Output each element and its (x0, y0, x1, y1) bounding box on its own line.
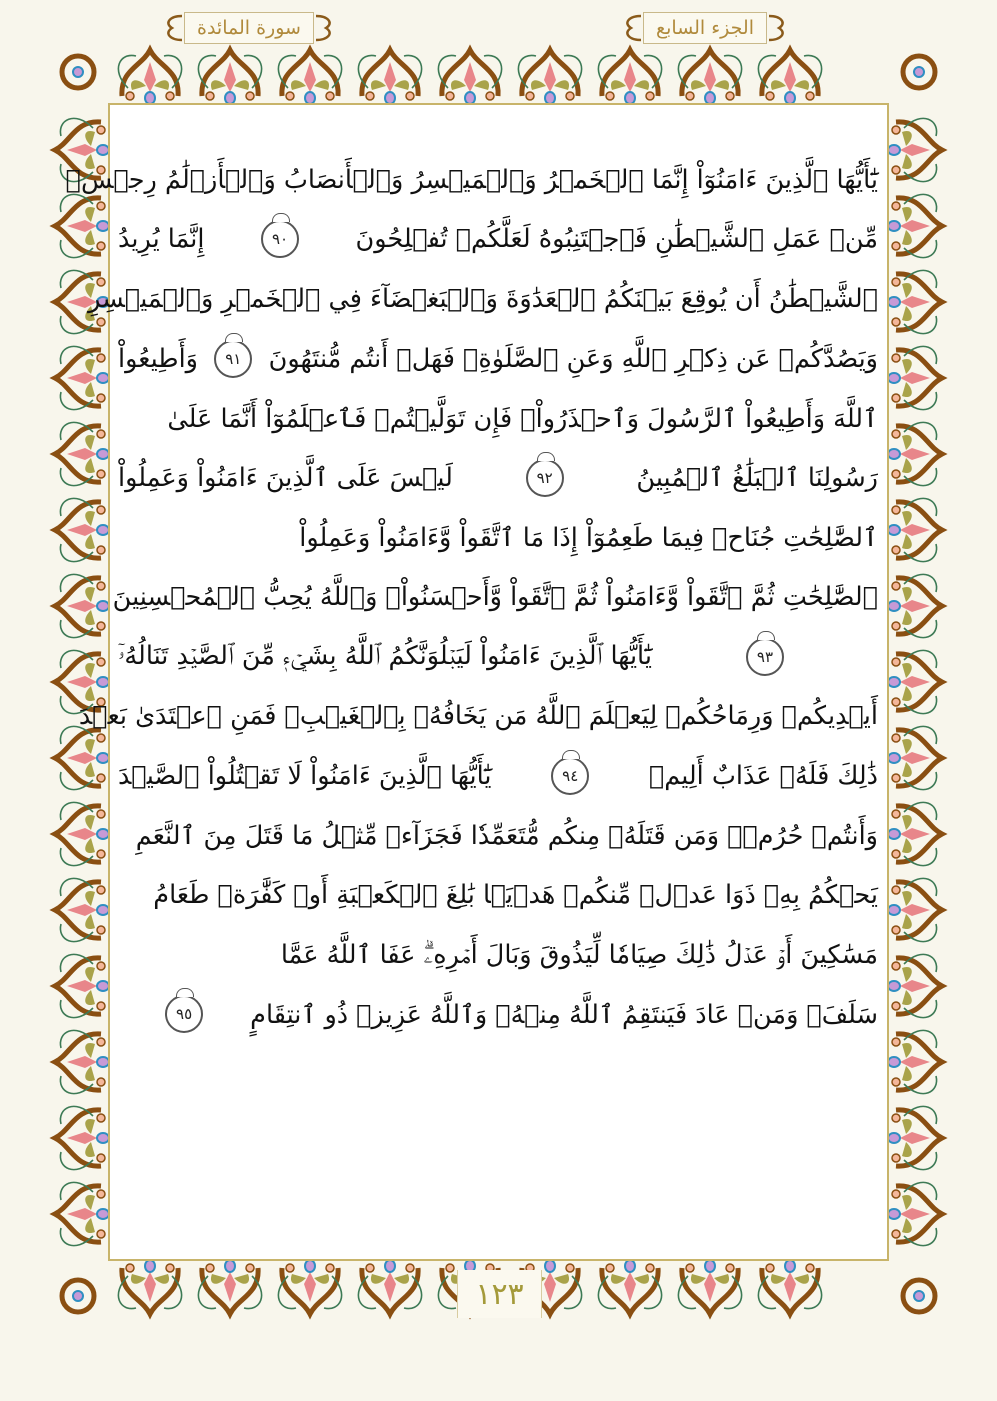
verse-line (118, 746, 878, 806)
border-right-band (888, 118, 942, 1245)
ayah-number-marker: ٩٤ (551, 757, 589, 795)
verse-text: مِّنۡ عَمَلِ ٱلشَّيۡطَٰنِ فَٱجۡتَنِبُوهُ لَعَلَّكُمۡ تُفۡلِحُونَ (355, 224, 878, 255)
heart-motif (278, 50, 341, 104)
verse-text: ذَٰلِكَ فَلَهُۥ عَذَابٌ أَلِيمٞ (648, 760, 878, 791)
heart-motif (55, 194, 109, 257)
heart-motif (678, 50, 741, 104)
verse-line (118, 508, 878, 568)
heart-motif (758, 50, 821, 104)
verse-text: يَٰٓأَيُّهَا ٱلَّذِينَ ءَامَنُواْ لَيَبۡلُوَنَّكُمُ ٱللَّهُ بِشَيۡءٖ مِّنَ ٱلصَّيۡدِ تَنَالُهُۥٓ (118, 641, 652, 672)
heart-motif (55, 498, 109, 561)
heart-motif (55, 1182, 109, 1245)
heart-motif (888, 1030, 942, 1093)
verse-line (118, 448, 878, 508)
heart-motif (55, 422, 109, 485)
heart-motif (55, 1030, 109, 1093)
verse-line (118, 806, 878, 866)
verse-line (118, 210, 878, 270)
heart-motif (888, 878, 942, 941)
verse-line (118, 329, 878, 389)
heart-motif (55, 574, 109, 637)
verse-text: يَٰٓأَيُّهَا ٱلَّذِينَ ءَامَنُواْ لَا تَقۡتُلُواْ ٱلصَّيۡدَ (118, 760, 492, 791)
ayah-number-marker: ٩٢ (526, 459, 564, 497)
heart-motif (438, 50, 501, 104)
heart-motif (55, 878, 109, 941)
heart-motif (358, 1260, 421, 1314)
border-top-band (118, 50, 821, 104)
verse-text: وَيَصُدَّكُمۡ عَن ذِكۡرِ ٱللَّهِ وَعَنِ ٱلصَّلَوٰةِۖ فَهَلۡ أَنتُم مُّنتَهُونَ (268, 343, 878, 374)
verse-text: ٱللَّهَ وَأَطِيعُواْ ٱلرَّسُولَ وَٱحۡذَرُواْۚ فَإِن تَوَلَّيۡتُمۡ فَٱعۡلَمُوٓاْ أَنَّمَا عَلَىٰ (167, 403, 878, 434)
verse-line (118, 984, 878, 1044)
ayah-number-marker: ٩٣ (746, 638, 784, 676)
heart-motif (198, 1260, 261, 1314)
verse-text: لَيۡسَ عَلَى ٱلَّذِينَ ءَامَنُواْ وَعَمِلُواْ (118, 463, 453, 494)
heart-motif (678, 1260, 741, 1314)
heart-motif (118, 50, 181, 104)
heart-motif (55, 346, 109, 409)
heart-motif (55, 954, 109, 1017)
heart-motif (888, 194, 942, 257)
verse-text: وَأَطِيعُواْ (118, 343, 198, 374)
verse-line (118, 925, 878, 985)
heart-motif (888, 574, 942, 637)
verse-text: ٱلشَّيۡطَٰنُ أَن يُوقِعَ بَيۡنَكُمُ ٱلۡعَدَٰوَةَ وَٱلۡبَغۡضَآءَ فِي ٱلۡخَمۡرِ وَٱلۡمَيۡسِرِ (88, 283, 878, 314)
heart-motif (518, 50, 581, 104)
page-number: ١٢٣ (457, 1270, 542, 1318)
verse-text: أَيۡدِيكُمۡ وَرِمَاحُكُمۡ لِيَعۡلَمَ ٱللَّهُ مَن يَخَافُهُۥ بِٱلۡغَيۡبِۚ فَمَنِ ٱعۡتَدَىٰ بَعۡدَ (78, 701, 878, 732)
heart-motif (198, 50, 261, 104)
ayah-number-marker: ٩٠ (261, 220, 299, 258)
heart-motif (888, 650, 942, 713)
heart-motif (888, 346, 942, 409)
verse-text: رَسُولِنَا ٱلۡبَلَٰغُ ٱلۡمُبِينُ (636, 463, 878, 494)
heart-motif (888, 498, 942, 561)
cartouche-left-curl-icon (162, 13, 184, 43)
cartouche-right-curl-icon (767, 13, 789, 43)
verse-text: ٱلصَّٰلِحَٰتِ جُنَاحٞ فِيمَا طَعِمُوٓاْ إِذَا مَا ٱتَّقَواْ وَّءَامَنُواْ وَعَمِلُواْ (299, 522, 878, 553)
verse-text: ٱلصَّٰلِحَٰتِ ثُمَّ ٱتَّقَواْ وَّءَامَنُواْ ثُمَّ ٱتَّقَواْ وَّأَحۡسَنُواْۗ وَٱللَّهُ يُحِبُّ ٱلۡمُحۡسِنِينَ (112, 581, 878, 612)
ayah-number-marker: ٩١ (214, 340, 252, 378)
juz-cartouche (621, 10, 789, 46)
heart-motif (598, 1260, 661, 1314)
cartouche-right-curl-icon (314, 13, 336, 43)
heart-motif (55, 1106, 109, 1169)
heart-motif (358, 50, 421, 104)
heart-motif (55, 726, 109, 789)
heart-motif (888, 270, 942, 333)
heart-motif (278, 1260, 341, 1314)
verse-line (118, 388, 878, 448)
verse-text: سَلَفَۚ وَمَنۡ عَادَ فَيَنتَقِمُ ٱللَّهُ مِنۡهُۗ وَٱللَّهُ عَزِيزٞ ذُو ٱنتِقَامٍ (250, 999, 878, 1030)
verse-text: يَٰٓأَيُّهَا ٱلَّذِينَ ءَامَنُوٓاْ إِنَّمَا ٱلۡخَمۡرُ وَٱلۡمَيۡسِرُ وَٱلۡأَنصَابُ وَٱلۡأَزۡلَٰمُ رِجۡسٞ (65, 164, 878, 195)
verse-line (112, 567, 878, 627)
surah-label: سورة المائدة (184, 12, 314, 44)
verse-text: إِنَّمَا يُرِيدُ (118, 224, 205, 255)
juz-label: الجزء السابع (643, 12, 767, 44)
verse-text: يَحۡكُمُ بِهِۦ ذَوَا عَدۡلٖ مِّنكُمۡ هَدۡيَۢا بَٰلِغَ ٱلۡكَعۡبَةِ أَوۡ كَفَّٰرَةٞ طَعَامُ (153, 879, 878, 910)
verse-line (118, 865, 878, 925)
surah-cartouche (162, 10, 336, 46)
heart-motif (888, 1182, 942, 1245)
heart-motif (55, 802, 109, 865)
heart-motif (888, 954, 942, 1017)
verse-text: وَأَنتُمۡ حُرُمٞۚ وَمَن قَتَلَهُۥ مِنكُم مُّتَعَمِّدٗا فَجَزَآءٞ مِّثۡلُ مَا قَتَلَ مِنَ ٱلنَّعَمِ (135, 820, 878, 851)
heart-motif (888, 802, 942, 865)
verse-line (65, 150, 878, 210)
heart-motif (888, 118, 942, 181)
verse-text: مَسَٰكِينَ أَوۡ عَدۡلُ ذَٰلِكَ صِيَامٗا لِّيَذُوقَ وَبَالَ أَمۡرِهِۦۗ عَفَا ٱللَّهُ عَمَّا (280, 939, 878, 970)
verse-line (88, 269, 878, 329)
heart-motif (118, 1260, 181, 1314)
heart-motif (888, 726, 942, 789)
ayah-number-marker: ٩٥ (165, 995, 203, 1033)
cartouche-left-curl-icon (621, 13, 643, 43)
verse-lines (65, 150, 878, 1044)
verse-line (118, 627, 878, 687)
heart-motif (888, 1106, 942, 1169)
heart-motif (598, 50, 661, 104)
heart-motif (888, 422, 942, 485)
heart-motif (758, 1260, 821, 1314)
verse-line (78, 686, 878, 746)
